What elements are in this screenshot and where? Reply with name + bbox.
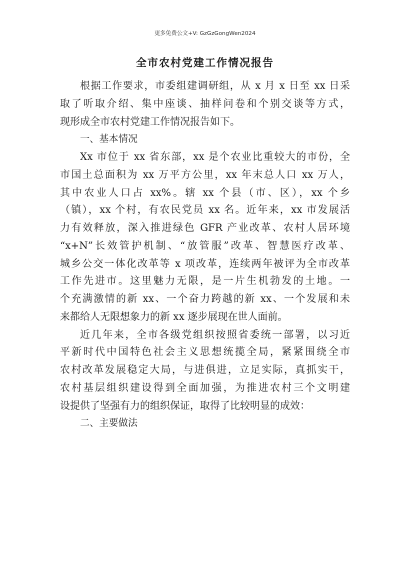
paragraph-line: （镇），xx 个村，有农民党员 xx 名。近年来，xx 市发展活 [60, 205, 350, 217]
paragraph-line: 平新时代中国特色社会主义思想统揽全局，紧紧围绕全市 [60, 347, 350, 359]
paragraph-line: 农村基层组织建设得到全面加强，为推进农村三个文明建 [60, 382, 350, 394]
header-note: 更多免费公文+V: GzGzGongWen2024 [154, 31, 256, 37]
section-heading-basic: 一、基本情况 [80, 134, 138, 146]
paragraph-line: 市国土总面积为 xx 万平方公里，xx 年末总人口 xx 万人， [60, 169, 350, 181]
document-title: 全市农村党建工作情况报告 [136, 57, 274, 69]
paragraph-line: 设提供了坚强有力的组织保证，取得了比较明显的成效： [60, 400, 310, 412]
intro-line: 现形成全市农村党建工作情况报告如下。 [60, 116, 240, 128]
paragraph-line: 近几年来，全市各级党组织按照省委统一部署，以习近 [80, 329, 350, 341]
paragraph-line: 力有效释放，深入推进绿色 GFR 产业改革、农村人居环境 [60, 223, 350, 234]
paragraph-line: 个充满激情的新 xx、一个奋力跨越的新 xx、一个发展和未 [60, 294, 350, 305]
paragraph-line: 城乡公交一体化改革等 x 项改革，连续两年被评为全市改革 [60, 258, 350, 270]
paragraph-line: 农村改革发展稳定大局，与进俱进，立足实际，真抓实干， [60, 365, 350, 376]
section-heading-practices: 二、主要做法 [80, 418, 138, 430]
paragraph-line: 工作先进市。这里魅力无限，是一片生机勃发的土地。一 [60, 276, 350, 288]
paragraph-line: “x+N”长效管护机制、“放管服”改革、智慧医疗改革、 [60, 240, 350, 252]
document-body [60, 78, 350, 433]
intro-line: 取了听取介绍、集中座谈、抽样问卷和个别交谈等方式， [60, 98, 350, 110]
paragraph-line: 其中农业人口占 xx%。辖 xx 个县（市、区），xx 个乡 [60, 187, 350, 199]
intro-line: 根据工作要求，市委组建调研组，从 x 月 x 日至 xx 日采 [80, 81, 350, 92]
paragraph-line: 来都给人无限想象力的新 xx 逐步展现在世人面前。 [60, 311, 288, 323]
paragraph-line: Xx 市位于 xx 省东部，xx 是个农业比重较大的市份，全 [80, 152, 350, 163]
